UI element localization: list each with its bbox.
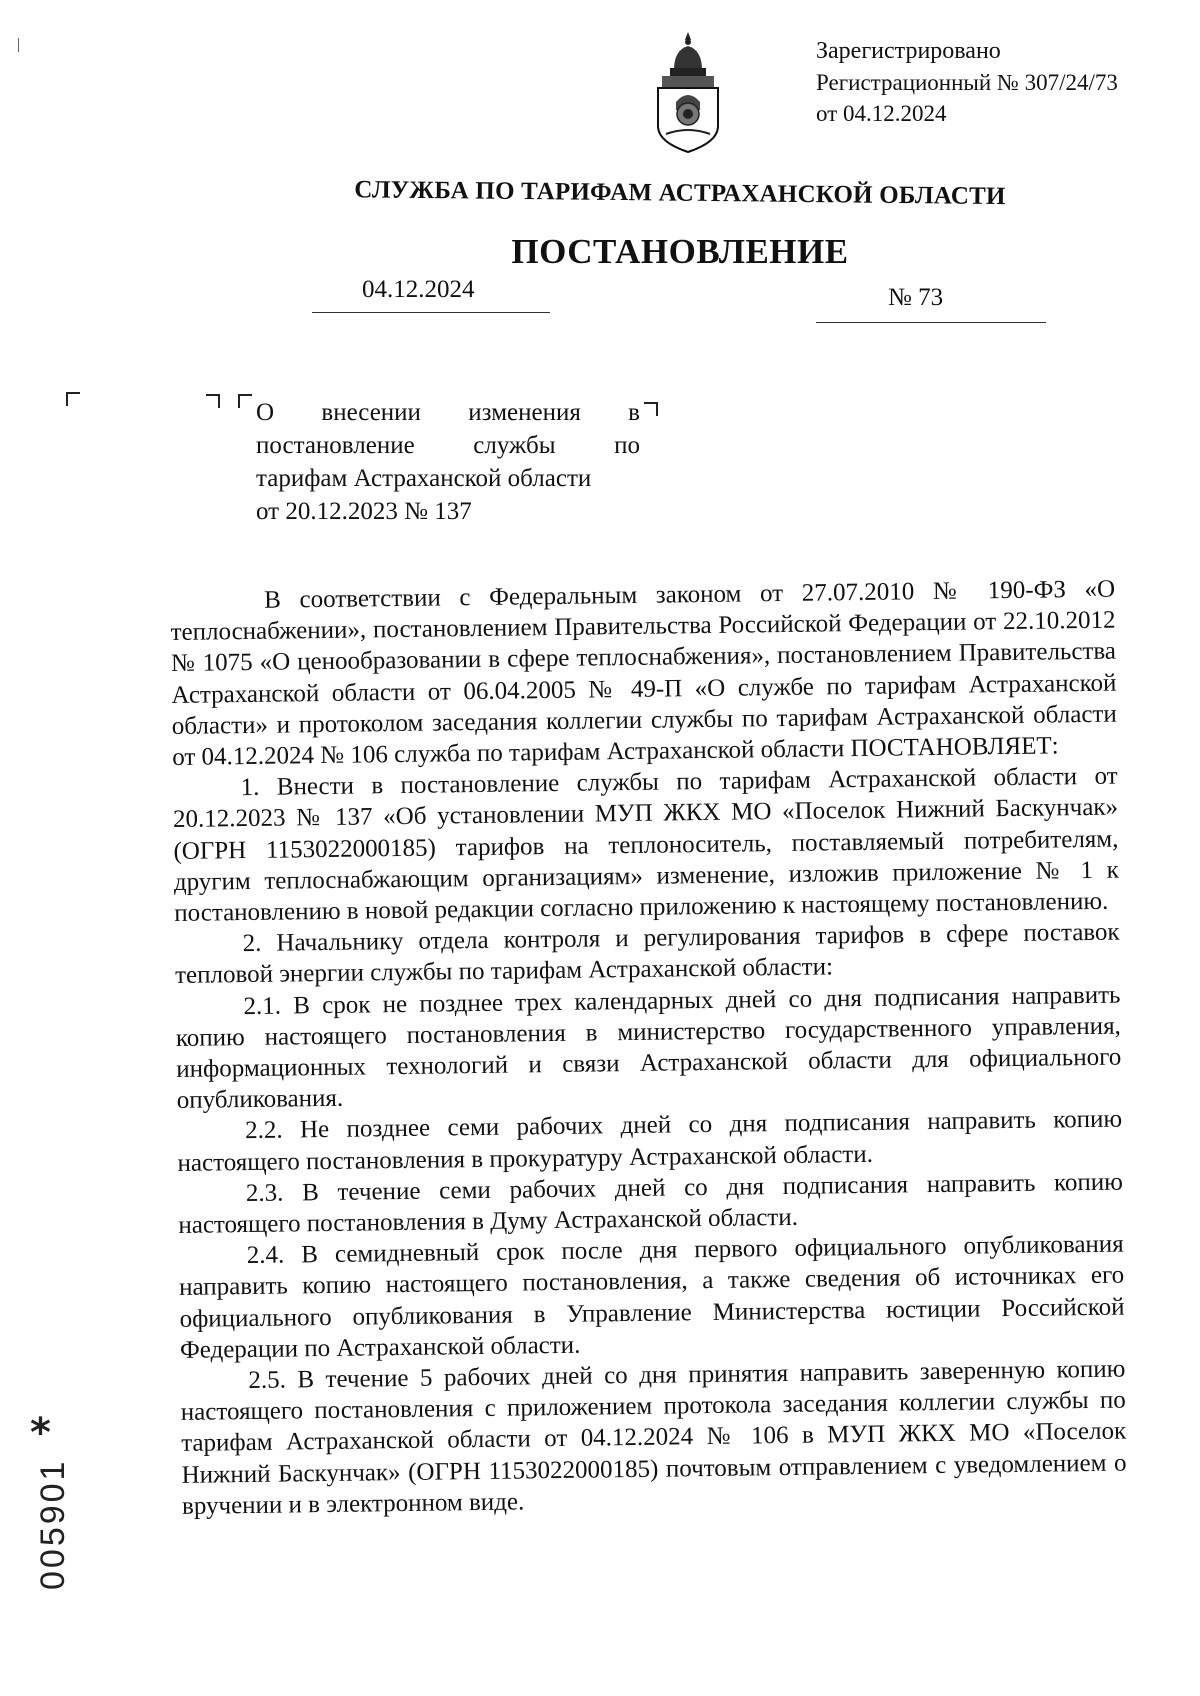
corner-mark-left: [66, 392, 80, 406]
clause-2-paragraph: 2. Начальнику отдела контроля и регулирования тарифов в сфере поставок тепловой энергии службы по тарифам Астраханской области:: [174, 918, 1120, 990]
registration-stamp: [816, 36, 1118, 129]
registration-status: Зарегистрировано: [816, 38, 1001, 64]
registration-number: Регистрационный № 307/24/73: [816, 70, 1118, 95]
clause-2-4-paragraph: 2.4. В семидневный срок после дня первого официального опубликования направить копию настоящего постановления, а также сведения об источниках его официального опубликования в Управление Министерства юстиции Российской Федерации по Астраханской области.: [179, 1230, 1125, 1364]
agency-name: СЛУЖБА ПО ТАРИФАМ АСТРАХАНСКОЙ ОБЛАСТИ: [354, 176, 1006, 211]
preamble-paragraph: В соответствии с Федеральным законом от 27.07.2010 № 190-ФЗ «О теплоснабжении», постановлением Правительства Российской Федерации от 22.10.2012 № 1075 «О ценообразовании в сфере теплоснабжения», постановлением Правительства Астраханской области от 06.04.2005 № 49-П «О службе по тарифам Астраханской области» и протоколом заседания коллегии службы по тарифам Астраханской области от 04.12.2024 № 106 служба по тарифам Астраханской области ПОСТАНОВЛЯЕТ:: [170, 575, 1117, 771]
subject-line: О внесении изменения в: [256, 399, 640, 426]
subject-line: постановление службы по: [256, 432, 640, 459]
clause-2-3-paragraph: 2.3. В течение семи рабочих дней со дня подписания направить копию настоящего постановления в Думу Астраханской области.: [178, 1168, 1124, 1240]
document-date: 04.12.2024: [362, 276, 475, 303]
registration-date: от 04.12.2024: [816, 101, 947, 126]
side-stamp: [20, 1260, 90, 1590]
scan-tick-mark: [18, 38, 19, 52]
clause-1-paragraph: 1. Внести в постановление службы по тарифам Астраханской области от 20.12.2023 № 137 «Об установлении МУП ЖКХ МО «Поселок Нижний Баскунчак» (ОГРН 1153022000185) тарифов на теплоноситель, поставляемый потребителям, другим теплоснабжающим организациям» изменение, изложив приложение № 1 к постановлению в новой редакции согласно приложению к настоящему постановлению.: [172, 762, 1119, 928]
subject-line: от 20.12.2023 № 137: [256, 498, 472, 525]
corner-mark-inner-right: [206, 394, 220, 408]
coat-of-arms-emblem: [648, 30, 728, 154]
date-underline: [312, 312, 550, 313]
document-body: [170, 574, 1127, 1522]
number-underline: [816, 322, 1046, 323]
clause-2-1-paragraph: 2.1. В срок не позднее трех календарных дней со дня подписания направить копию настоящего постановления в министерство государственного управления, информационных технологий и связи Астраханской области для официального опубликования.: [175, 981, 1122, 1115]
side-stamp-number: 005901: [34, 1458, 72, 1590]
document-number: № 73: [888, 284, 944, 311]
document-type-heading: ПОСТАНОВЛЕНИЕ: [511, 232, 849, 271]
clause-2-2-paragraph: 2.2. Не позднее семи рабочих дней со дня подписания направить копию настоящего постановления в прокуратуру Астраханской области.: [177, 1106, 1123, 1177]
document-subject: [256, 396, 640, 528]
subject-line: тарифам Астраханской области: [256, 465, 592, 492]
clause-2-5-paragraph: 2.5. В течение 5 рабочих дней со дня принятия направить заверенную копию настоящего постановления с приложением протокола заседания коллегии службы по тарифам Астраханской области от 04.12.2024 № 106 в МУП ЖКХ МО «Поселок Нижний Баскунчак» (ОГРН 1153022000185) почтовым отправлением с уведомлением о вручении и в электронном виде.: [180, 1355, 1127, 1520]
corner-mark-subject-left: [238, 394, 252, 408]
asterisk-mark: *: [30, 1410, 51, 1456]
corner-mark-subject-right: [644, 402, 658, 416]
